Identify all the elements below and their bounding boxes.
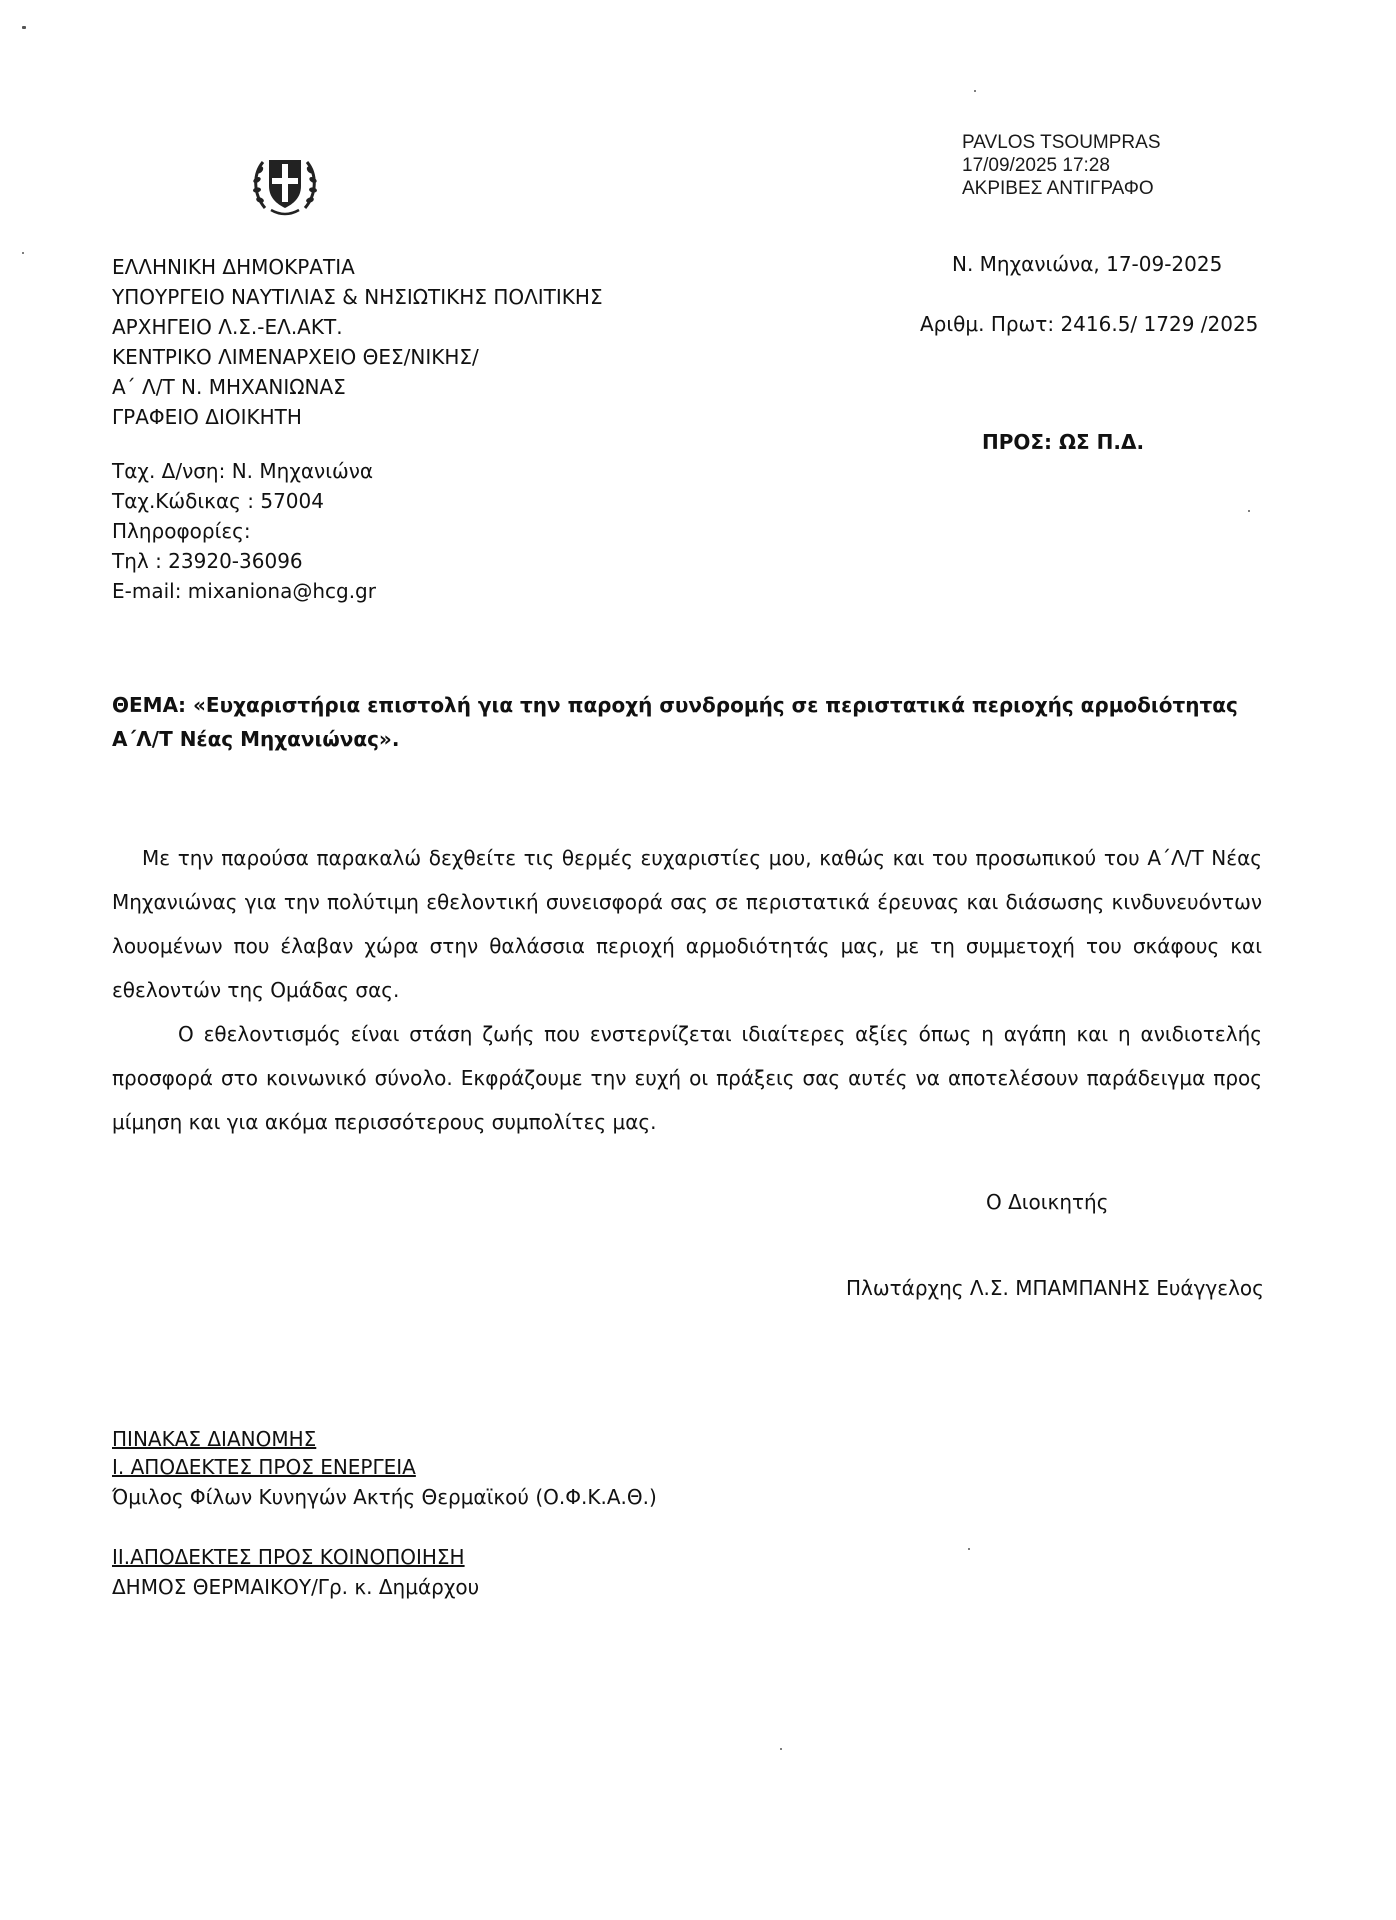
signature-datetime: 17/09/2025 17:28 — [962, 155, 1110, 176]
sender-line-hq: ΑΡΧΗΓΕΙΟ Λ.Σ.-ΕΛ.ΑΚΤ. — [112, 315, 343, 339]
body-paragraph-2: Ο εθελοντισμός είναι στάση ζωής που ενστερνίζεται ιδιαίτερες αξίες όπως η αγάπη και η ανιδιοτελής προσφορά στο κοινωνικό σύνολο. Εκφράζουμε την ευχή οι πράξεις σας αυτές να αποτελέσουν παράδειγμα προς μίμηση και για ακόμα περισσότερους συμπολίτες μας. — [112, 1022, 1262, 1134]
letter-body — [112, 836, 1262, 1144]
info-recipients-heading: ΙΙ.ΑΠΟΔΕΚΤΕΣ ΠΡΟΣ ΚΟΙΝΟΠΟΙΗΣΗ — [112, 1545, 465, 1569]
signature-title: Ο Διοικητής — [986, 1190, 1109, 1214]
place-date: Ν. Μηχανιώνα, 17-09-2025 — [952, 252, 1223, 276]
scan-speck — [968, 1548, 970, 1550]
sender-block — [112, 252, 603, 432]
signer-name: PAVLOS TSOUMPRAS — [962, 132, 1161, 153]
sender-line-ministry: ΥΠΟΥΡΓΕΙΟ ΝΑΥΤΙΛΙΑΣ & ΝΗΣΙΩΤΙΚΗΣ ΠΟΛΙΤΙΚΗΣ — [112, 285, 603, 309]
sender-line-republic: ΕΛΛΗΝΙΚΗ ΔΗΜΟΚΡΑΤΙΑ — [112, 255, 355, 279]
contact-postal-code: Ταχ.Κώδικας : 57004 — [112, 489, 324, 513]
sender-line-office: ΓΡΑΦΕΙΟ ΔΙΟΙΚΗΤΗ — [112, 405, 302, 429]
greek-coat-of-arms-icon — [249, 150, 321, 218]
scan-speck — [22, 252, 24, 254]
contact-email: E-mail: mixaniona@hcg.gr — [112, 579, 376, 603]
digital-signature-stamp — [962, 131, 1161, 200]
action-recipients-heading: Ι. ΑΠΟΔΕΚΤΕΣ ΠΡΟΣ ΕΝΕΡΓΕΙΑ — [112, 1455, 416, 1479]
distribution-heading: ΠΙΝΑΚΑΣ ΔΙΑΝΟΜΗΣ — [112, 1427, 317, 1451]
contact-block — [112, 456, 376, 606]
scan-speck — [780, 1748, 782, 1750]
contact-address: Ταχ. Δ/νση: Ν. Μηχανιώνα — [112, 459, 374, 483]
contact-phone: Τηλ : 23920-36096 — [112, 549, 303, 573]
copy-note: ΑΚΡΙΒΕΣ ΑΝΤΙΓΡΑΦΟ — [962, 178, 1154, 199]
action-recipient: Όμιλος Φίλων Κυνηγών Ακτής Θερμαϊκού (Ο.Φ.Κ.Α.Θ.) — [112, 1485, 657, 1509]
body-paragraph-1: Με την παρούσα παρακαλώ δεχθείτε τις θερμές ευχαριστίες μου, καθώς και του προσωπικού του Α΄Λ/Τ Νέας Μηχανιώνας για την πολύτιμη εθελοντική συνεισφορά σας σε περιστατικά έρευνας και διάσωσης κινδυνευόντων λουομένων που έλαβαν χώρα στην θαλάσσια περιοχή αρμοδιότητάς μας, με τη συμμετοχή του σκάφους και εθελοντών της Ομάδας σας. — [112, 846, 1262, 1002]
recipient: ΠΡΟΣ: ΩΣ Π.Δ. — [982, 430, 1145, 454]
contact-info: Πληροφορίες: — [112, 519, 251, 543]
signature-name: Πλωτάρχης Λ.Σ. ΜΠΑΜΠΑΝΗΣ Ευάγγελος — [846, 1276, 1264, 1300]
sender-line-port-station: Α΄ Λ/Τ Ν. ΜΗΧΑΝΙΩΝΑΣ — [112, 375, 346, 399]
sender-line-central-port: ΚΕΝΤΡΙΚΟ ΛΙΜΕΝΑΡΧΕΙΟ ΘΕΣ/ΝΙΚΗΣ/ — [112, 345, 479, 369]
scan-speck — [1248, 510, 1250, 512]
scan-speck — [974, 90, 976, 92]
subject: ΘΕΜΑ: «Ευχαριστήρια επιστολή για την παροχή συνδρομής σε περιστατικά περιοχής αρμοδιότητας Α΄Λ/Τ Νέας Μηχανιώνας». — [112, 693, 1238, 751]
info-recipient: ΔΗΜΟΣ ΘΕΡΜΑΙΚΟΥ/Γρ. κ. Δημάρχου — [112, 1575, 480, 1599]
protocol-number: Αριθμ. Πρωτ: 2416.5/ 1729 /2025 — [920, 312, 1259, 336]
scan-speck — [22, 26, 26, 29]
